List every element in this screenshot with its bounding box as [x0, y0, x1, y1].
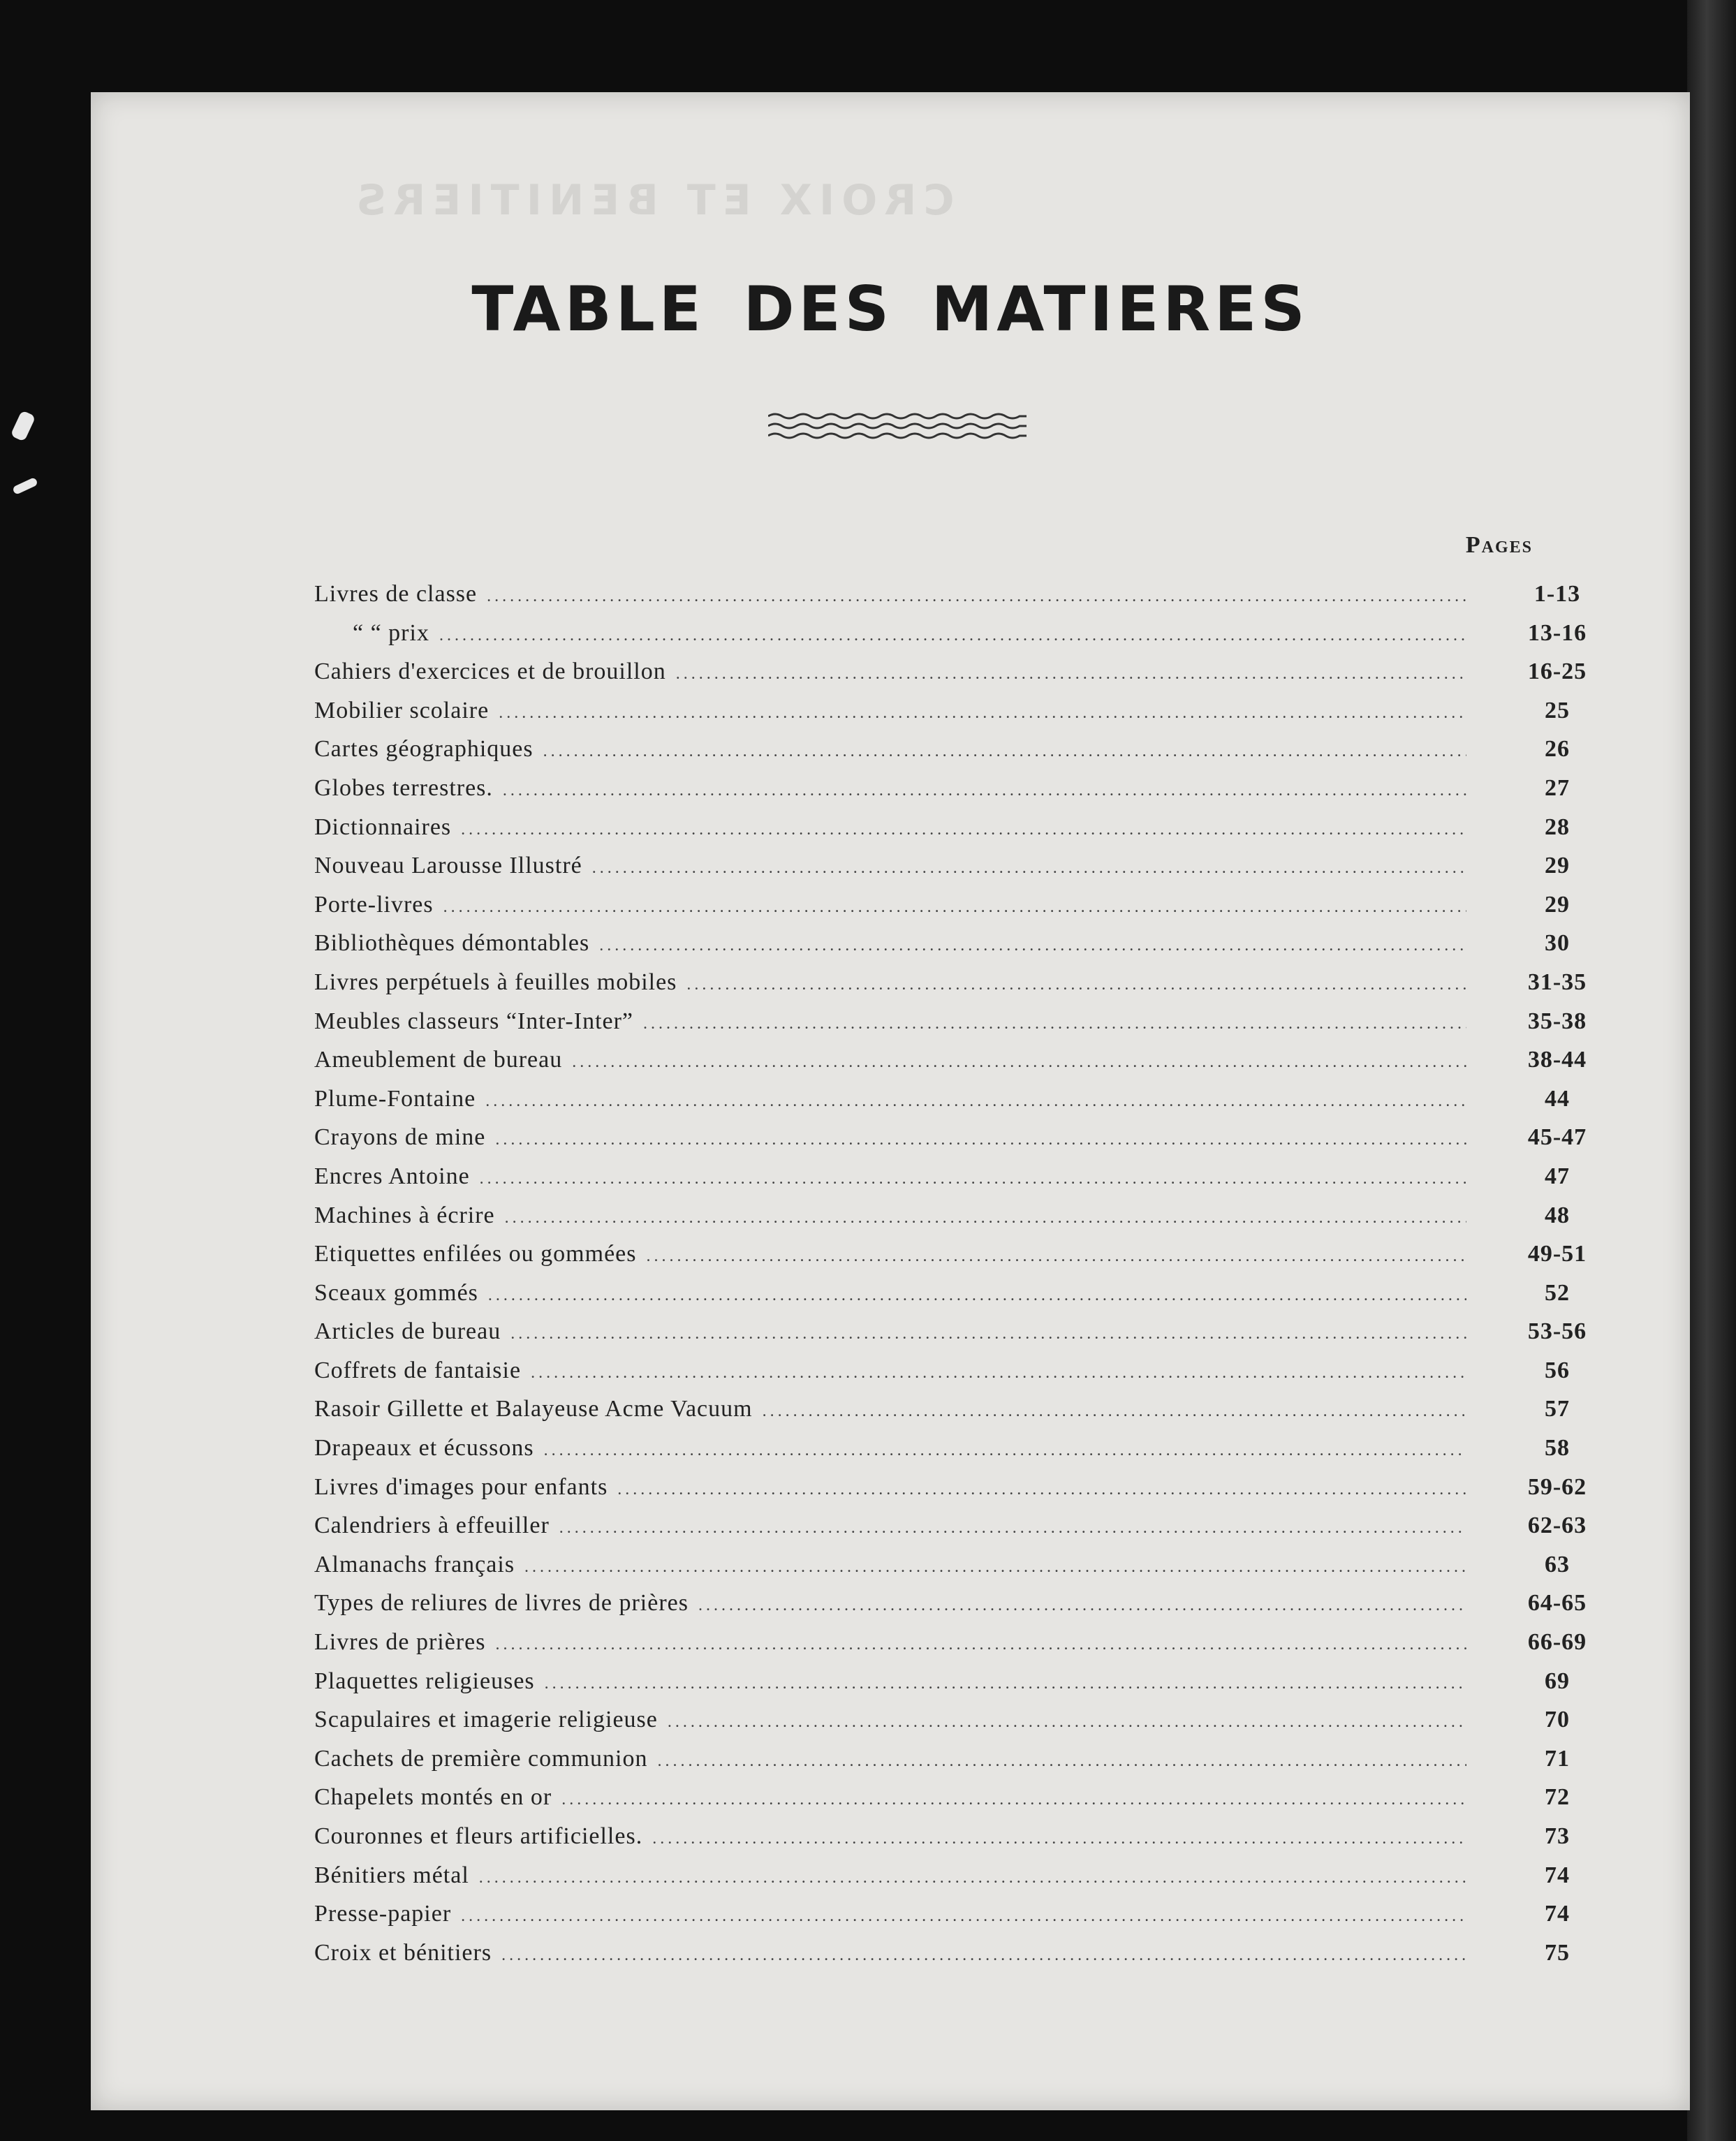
- toc-entry-page: 27: [1545, 774, 1570, 801]
- toc-entry: [314, 1707, 1599, 1746]
- toc-entry-label: Almanachs français: [314, 1551, 515, 1577]
- toc-entry-page: 29: [1545, 891, 1570, 918]
- toc-entry: [314, 1318, 1599, 1358]
- dot-leader: [543, 742, 1466, 761]
- toc-entry-page: 73: [1545, 1823, 1570, 1849]
- dot-leader: [443, 898, 1466, 917]
- toc-entry-label: Globes terrestres.: [314, 774, 493, 801]
- toc-entry-page: 75: [1545, 1939, 1570, 1966]
- toc-entry-page: 52: [1545, 1279, 1570, 1306]
- toc-entry-label: Plume-Fontaine: [314, 1085, 476, 1112]
- dot-leader: [488, 1286, 1466, 1305]
- dot-leader: [544, 1441, 1466, 1460]
- scan-edge: [1687, 0, 1736, 2141]
- toc-entry-label: Machines à écrire: [314, 1202, 495, 1228]
- toc-entry-label: Croix et bénitiers: [314, 1939, 492, 1966]
- toc-entry: [314, 620, 1599, 659]
- toc-entry-label: Livres perpétuels à feuilles mobiles: [314, 969, 677, 995]
- toc-entry-label: Cahiers d'exercices et de brouillon: [314, 659, 666, 685]
- dot-leader: [495, 1635, 1466, 1654]
- toc-entry-label: Nouveau Larousse Illustré: [314, 853, 582, 879]
- toc-entry-label: Mobilier scolaire: [314, 697, 490, 723]
- toc-entry-page: 66-69: [1527, 1629, 1587, 1656]
- toc-entry-label: Dictionnaires: [314, 814, 452, 840]
- toc-entry: [314, 1124, 1599, 1163]
- toc-entry-page: 31-35: [1527, 969, 1587, 995]
- dot-leader: [668, 1713, 1466, 1732]
- toc-entry-page: 62-63: [1527, 1513, 1587, 1539]
- toc-entry: [314, 1552, 1599, 1591]
- dot-leader: [676, 665, 1466, 684]
- toc-entry-page: 71: [1545, 1745, 1570, 1772]
- toc-entry-label: Crayons de mine: [314, 1124, 486, 1151]
- toc-entry-page: 63: [1545, 1551, 1570, 1577]
- toc-entry-page: 16-25: [1527, 659, 1587, 685]
- scan-artifact-mark: [12, 477, 38, 495]
- toc-entry-page: 38-44: [1527, 1047, 1587, 1073]
- toc-entry-page: 70: [1545, 1707, 1570, 1733]
- dot-leader: [510, 1325, 1466, 1344]
- toc-entry-page: 58: [1545, 1435, 1570, 1462]
- toc-entry: [314, 930, 1599, 969]
- toc-entry-label: Calendriers à effeuiller: [314, 1513, 550, 1539]
- toc-entry-page: 74: [1545, 1901, 1570, 1927]
- toc-entry: [314, 1396, 1599, 1435]
- toc-entry-label: Types de reliures de livres de prières: [314, 1590, 689, 1617]
- toc-entry-label: Drapeaux et écussons: [314, 1435, 534, 1462]
- toc-entry-label: Livres de classe: [314, 581, 478, 607]
- toc-entry-label: Ameublement de bureau: [314, 1047, 563, 1073]
- toc-entry-label: Livres d'images pour enfants: [314, 1473, 608, 1500]
- toc-entry-page: 49-51: [1527, 1241, 1587, 1267]
- toc-entry: [314, 1086, 1599, 1125]
- toc-entry-page: 48: [1545, 1202, 1570, 1228]
- toc-entry-page: 35-38: [1527, 1008, 1587, 1034]
- toc-entry-label: Livres de prières: [314, 1629, 486, 1656]
- toc-entry: [314, 1746, 1599, 1785]
- toc-entry-page: 29: [1545, 853, 1570, 879]
- toc-entry-label: Plaquettes religieuses: [314, 1668, 535, 1694]
- dot-leader: [763, 1402, 1466, 1421]
- dot-leader: [617, 1480, 1466, 1499]
- toc-entry-page: 57: [1545, 1396, 1570, 1422]
- dot-leader: [461, 1907, 1466, 1926]
- toc-entry: [314, 659, 1599, 698]
- toc-entry: [314, 1163, 1599, 1202]
- toc-entry: [314, 1358, 1599, 1397]
- toc-entry-page: 64-65: [1527, 1590, 1587, 1617]
- toc-entry: [314, 969, 1599, 1008]
- dot-leader: [657, 1752, 1466, 1771]
- dot-leader: [652, 1830, 1466, 1848]
- toc-entry-page: 28: [1545, 814, 1570, 840]
- toc-entry-label: Rasoir Gillette et Balayeuse Acme Vacuum: [314, 1396, 753, 1422]
- toc-entry: [314, 1202, 1599, 1242]
- toc-entry-page: 59-62: [1527, 1473, 1587, 1500]
- toc-entry-page: 53-56: [1527, 1318, 1587, 1345]
- toc-entry-label: Porte-livres: [314, 891, 434, 918]
- toc-entry: [314, 1862, 1599, 1901]
- dot-leader: [480, 1170, 1466, 1189]
- toc-entry: [314, 1940, 1599, 1979]
- toc-entry-page: 47: [1545, 1163, 1570, 1189]
- toc-entry-label: Scapulaires et imagerie religieuse: [314, 1707, 658, 1733]
- toc-entry: [314, 1784, 1599, 1823]
- toc-entry: [314, 1668, 1599, 1707]
- toc-entry-label: Presse-papier: [314, 1901, 452, 1927]
- dot-leader: [503, 781, 1466, 800]
- toc-entry: [314, 1629, 1599, 1668]
- toc-entry-page: 56: [1545, 1357, 1570, 1383]
- toc-entry: [314, 1008, 1599, 1047]
- pages-column-header: Pages: [1465, 532, 1533, 558]
- dot-leader: [599, 936, 1466, 955]
- toc-entry-page: 30: [1545, 930, 1570, 957]
- toc-entry-page: 45-47: [1527, 1124, 1587, 1151]
- toc-entry-page: 25: [1545, 697, 1570, 723]
- dot-leader: [524, 1558, 1466, 1577]
- dot-leader: [561, 1790, 1466, 1809]
- toc-entry-label: Sceaux gommés: [314, 1279, 478, 1306]
- toc-entry-label: Bénitiers métal: [314, 1862, 469, 1888]
- toc-entry-label: “ “ prix: [353, 619, 429, 646]
- dot-leader: [698, 1596, 1466, 1615]
- dot-leader: [531, 1364, 1466, 1383]
- dot-leader: [572, 1053, 1466, 1072]
- toc-entry: [314, 1241, 1599, 1280]
- toc-entry: [314, 892, 1599, 931]
- toc-entry-label: Chapelets montés en or: [314, 1784, 552, 1811]
- toc-entry: [314, 775, 1599, 814]
- dot-leader: [545, 1675, 1466, 1693]
- toc-entry: [314, 1590, 1599, 1629]
- toc-entry-label: Coffrets de fantaisie: [314, 1357, 522, 1383]
- dot-leader: [592, 859, 1466, 878]
- dot-leader: [686, 976, 1466, 994]
- scan-artifact-mark: [10, 410, 36, 442]
- toc-entry-page: 1-13: [1533, 581, 1581, 607]
- document-page: [91, 92, 1690, 2110]
- toc-entry: [314, 1435, 1599, 1474]
- dot-leader: [495, 1131, 1466, 1149]
- table-of-contents: [314, 581, 1599, 1978]
- toc-entry: [314, 1047, 1599, 1086]
- toc-entry: [314, 736, 1599, 775]
- dot-leader: [487, 587, 1466, 606]
- toc-entry-label: Couronnes et fleurs artificielles.: [314, 1823, 643, 1849]
- toc-entry-label: Meubles classeurs “Inter-Inter”: [314, 1008, 634, 1034]
- toc-entry-page: 44: [1545, 1085, 1570, 1112]
- toc-entry: [314, 1280, 1599, 1319]
- toc-entry-label: Encres Antoine: [314, 1163, 470, 1189]
- dot-leader: [643, 1015, 1466, 1033]
- toc-entry-page: 13-16: [1527, 619, 1587, 646]
- dot-leader: [461, 821, 1466, 839]
- toc-entry-page: 72: [1545, 1784, 1570, 1811]
- toc-entry: [314, 581, 1599, 620]
- dot-leader: [505, 1209, 1466, 1228]
- toc-entry-page: 74: [1545, 1862, 1570, 1888]
- toc-entry: [314, 1901, 1599, 1940]
- dot-leader: [647, 1247, 1467, 1266]
- page-title: TABLE DES MATIERES: [471, 272, 1309, 345]
- toc-entry: [314, 1513, 1599, 1552]
- toc-entry-label: Articles de bureau: [314, 1318, 501, 1345]
- toc-entry-label: Etiquettes enfilées ou gommées: [314, 1241, 637, 1267]
- toc-entry-label: Cachets de première communion: [314, 1745, 648, 1772]
- dot-leader: [501, 1946, 1466, 1965]
- dot-leader: [499, 704, 1466, 723]
- bleed-through-text: CROIX ET BENITIERS: [349, 176, 955, 225]
- toc-entry: [314, 814, 1599, 853]
- toc-entry: [314, 1823, 1599, 1862]
- dot-leader: [479, 1869, 1466, 1888]
- toc-entry-label: Bibliothèques démontables: [314, 930, 590, 957]
- toc-entry-label: Cartes géographiques: [314, 736, 534, 763]
- dot-leader: [485, 1092, 1466, 1111]
- toc-entry-page: 26: [1545, 736, 1570, 763]
- toc-entry-page: 69: [1545, 1668, 1570, 1694]
- wavy-rule-ornament: [768, 406, 1027, 448]
- toc-entry: [314, 698, 1599, 737]
- dot-leader: [559, 1519, 1466, 1538]
- toc-entry: [314, 853, 1599, 892]
- toc-entry: [314, 1474, 1599, 1513]
- dot-leader: [439, 626, 1466, 645]
